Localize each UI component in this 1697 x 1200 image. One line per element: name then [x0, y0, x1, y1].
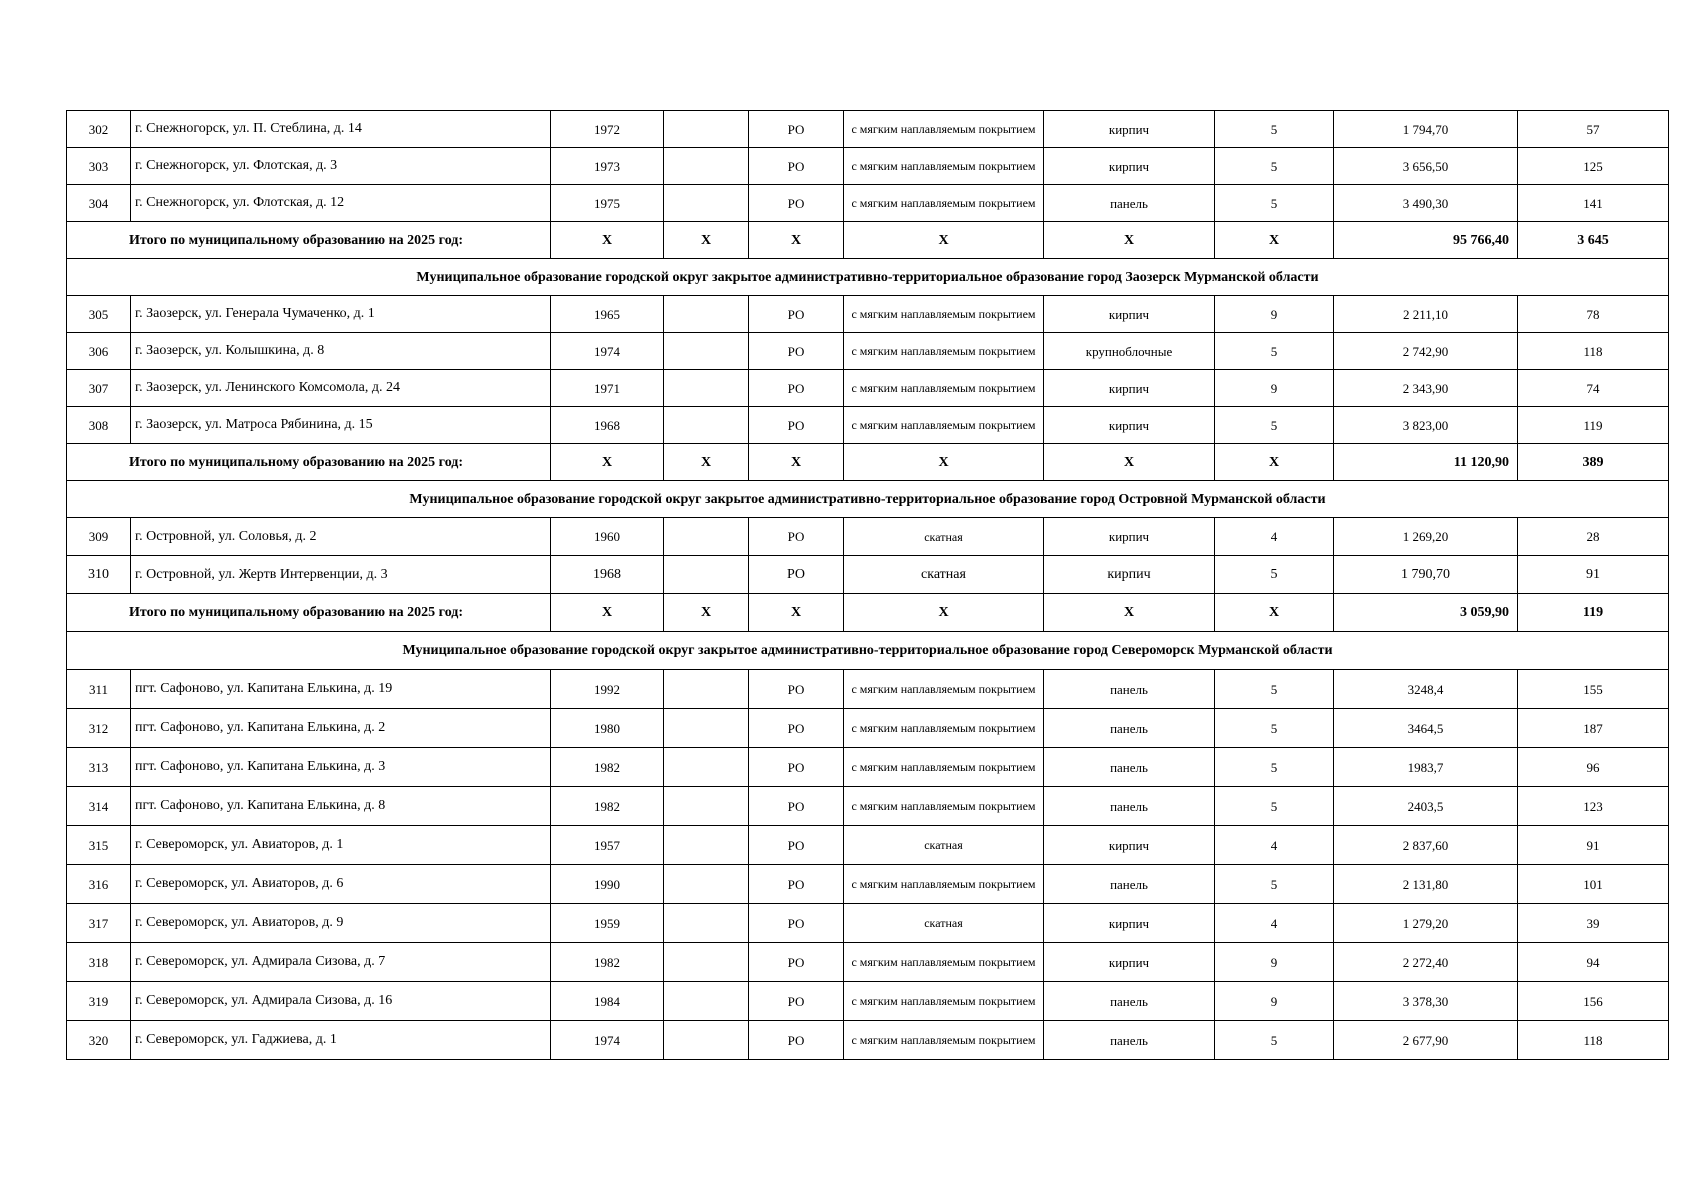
row-material: панель — [1044, 982, 1215, 1021]
row-address: г. Североморск, ул. Авиаторов, д. 1 — [131, 826, 551, 865]
row-address: г. Заозерск, ул. Колышкина, д. 8 — [131, 333, 551, 370]
row-floors: 5 — [1215, 148, 1334, 185]
table-row — [67, 148, 1669, 185]
row-year: 1974 — [551, 333, 664, 370]
row-residents: 91 — [1518, 556, 1669, 594]
table-row — [67, 556, 1669, 594]
row-number: 316 — [67, 865, 131, 904]
total-area: 95 766,40 — [1334, 222, 1518, 259]
row-material: панель — [1044, 185, 1215, 222]
total-mark: Х — [844, 222, 1044, 259]
row-residents: 123 — [1518, 787, 1669, 826]
row-year: 1990 — [551, 865, 664, 904]
row-number: 305 — [67, 296, 131, 333]
row-address: пгт. Сафоново, ул. Капитана Елькина, д. 3 — [131, 748, 551, 787]
table-row — [67, 865, 1669, 904]
row-roof: с мягким наплавляемым покрытием — [844, 1021, 1044, 1060]
total-area: 3 059,90 — [1334, 594, 1518, 632]
row-number: 315 — [67, 826, 131, 865]
row-roof: с мягким наплавляемым покрытием — [844, 148, 1044, 185]
total-row — [67, 594, 1669, 632]
row-floors: 9 — [1215, 370, 1334, 407]
row-material: панель — [1044, 865, 1215, 904]
row-address: пгт. Сафоново, ул. Капитана Елькина, д. 2 — [131, 709, 551, 748]
row-number: 317 — [67, 904, 131, 943]
row-material: кирпич — [1044, 904, 1215, 943]
row-residents: 39 — [1518, 904, 1669, 943]
row-year: 1971 — [551, 370, 664, 407]
row-fund: РО — [749, 904, 844, 943]
row-year: 1972 — [551, 111, 664, 148]
row-residents: 187 — [1518, 709, 1669, 748]
row-empty-cell — [664, 787, 749, 826]
row-address: г. Заозерск, ул. Ленинского Комсомола, д. 24 — [131, 370, 551, 407]
section-header-row — [67, 632, 1669, 670]
row-empty-cell — [664, 518, 749, 556]
row-year: 1973 — [551, 148, 664, 185]
row-number: 313 — [67, 748, 131, 787]
row-fund: РО — [749, 296, 844, 333]
row-empty-cell — [664, 148, 749, 185]
total-mark: Х — [664, 444, 749, 481]
row-roof: с мягким наплавляемым покрытием — [844, 787, 1044, 826]
row-number: 319 — [67, 982, 131, 1021]
row-floors: 5 — [1215, 670, 1334, 709]
row-year: 1992 — [551, 670, 664, 709]
row-floors: 5 — [1215, 865, 1334, 904]
row-fund: РО — [749, 148, 844, 185]
row-address: пгт. Сафоново, ул. Капитана Елькина, д. 19 — [131, 670, 551, 709]
table-row — [67, 1021, 1669, 1060]
row-empty-cell — [664, 982, 749, 1021]
row-floors: 4 — [1215, 518, 1334, 556]
row-residents: 118 — [1518, 1021, 1669, 1060]
row-residents: 96 — [1518, 748, 1669, 787]
total-area: 11 120,90 — [1334, 444, 1518, 481]
total-mark: Х — [749, 594, 844, 632]
row-year: 1957 — [551, 826, 664, 865]
row-area: 2 211,10 — [1334, 296, 1518, 333]
row-fund: РО — [749, 865, 844, 904]
housing-table — [66, 110, 1669, 1060]
row-roof: с мягким наплавляемым покрытием — [844, 370, 1044, 407]
row-area: 1 269,20 — [1334, 518, 1518, 556]
row-material: кирпич — [1044, 407, 1215, 444]
table-row — [67, 518, 1669, 556]
table-row — [67, 670, 1669, 709]
row-fund: РО — [749, 670, 844, 709]
row-area: 1 790,70 — [1334, 556, 1518, 594]
row-material: кирпич — [1044, 826, 1215, 865]
total-row — [67, 444, 1669, 481]
row-floors: 5 — [1215, 1021, 1334, 1060]
row-area: 2403,5 — [1334, 787, 1518, 826]
table-row — [67, 333, 1669, 370]
total-mark: Х — [844, 444, 1044, 481]
row-year: 1965 — [551, 296, 664, 333]
row-empty-cell — [664, 904, 749, 943]
total-mark: Х — [1215, 222, 1334, 259]
total-mark: Х — [749, 444, 844, 481]
row-residents: 155 — [1518, 670, 1669, 709]
row-address: г. Североморск, ул. Адмирала Сизова, д. 16 — [131, 982, 551, 1021]
table-row — [67, 748, 1669, 787]
row-year: 1982 — [551, 787, 664, 826]
row-fund: РО — [749, 1021, 844, 1060]
total-mark: Х — [1215, 594, 1334, 632]
table-row — [67, 904, 1669, 943]
total-mark: Х — [664, 594, 749, 632]
row-number: 318 — [67, 943, 131, 982]
row-empty-cell — [664, 111, 749, 148]
row-fund: РО — [749, 518, 844, 556]
row-address: г. Североморск, ул. Авиаторов, д. 9 — [131, 904, 551, 943]
row-floors: 5 — [1215, 787, 1334, 826]
row-roof: с мягким наплавляемым покрытием — [844, 111, 1044, 148]
row-roof: с мягким наплавляемым покрытием — [844, 333, 1044, 370]
total-mark: Х — [664, 222, 749, 259]
row-area: 2 677,90 — [1334, 1021, 1518, 1060]
row-fund: РО — [749, 556, 844, 594]
section-header: Муниципальное образование городской округ закрытое административно-территориальное образование город Североморск Мурманской области — [67, 632, 1669, 670]
section-header-row — [67, 481, 1669, 518]
total-mark: Х — [1215, 444, 1334, 481]
row-empty-cell — [664, 709, 749, 748]
row-roof: с мягким наплавляемым покрытием — [844, 748, 1044, 787]
row-area: 2 742,90 — [1334, 333, 1518, 370]
row-number: 320 — [67, 1021, 131, 1060]
row-number: 312 — [67, 709, 131, 748]
row-floors: 5 — [1215, 556, 1334, 594]
row-material: кирпич — [1044, 370, 1215, 407]
row-address: г. Снежногорск, ул. Флотская, д. 3 — [131, 148, 551, 185]
row-number: 306 — [67, 333, 131, 370]
row-year: 1959 — [551, 904, 664, 943]
total-residents: 3 645 — [1518, 222, 1669, 259]
document-sheet — [66, 110, 1668, 1060]
row-residents: 91 — [1518, 826, 1669, 865]
row-residents: 118 — [1518, 333, 1669, 370]
row-material: кирпич — [1044, 148, 1215, 185]
row-roof: скатная — [844, 826, 1044, 865]
row-fund: РО — [749, 748, 844, 787]
row-address: г. Североморск, ул. Гаджиева, д. 1 — [131, 1021, 551, 1060]
total-mark: Х — [1044, 594, 1215, 632]
row-address: г. Заозерск, ул. Матроса Рябинина, д. 15 — [131, 407, 551, 444]
row-floors: 5 — [1215, 185, 1334, 222]
section-header: Муниципальное образование городской округ закрытое административно-территориальное образование город Заозерск Мурманской области — [67, 259, 1669, 296]
row-empty-cell — [664, 826, 749, 865]
row-area: 2 131,80 — [1334, 865, 1518, 904]
row-material: кирпич — [1044, 296, 1215, 333]
row-empty-cell — [664, 748, 749, 787]
row-roof: с мягким наплавляемым покрытием — [844, 943, 1044, 982]
row-material: панель — [1044, 748, 1215, 787]
row-empty-cell — [664, 865, 749, 904]
table-row — [67, 296, 1669, 333]
table-row — [67, 370, 1669, 407]
row-material: панель — [1044, 787, 1215, 826]
row-fund: РО — [749, 943, 844, 982]
row-residents: 156 — [1518, 982, 1669, 1021]
row-address: г. Островной, ул. Соловья, д. 2 — [131, 518, 551, 556]
row-address: г. Заозерск, ул. Генерала Чумаченко, д. 1 — [131, 296, 551, 333]
row-fund: РО — [749, 407, 844, 444]
row-number: 303 — [67, 148, 131, 185]
row-year: 1974 — [551, 1021, 664, 1060]
total-label: Итого по муниципальному образованию на 2025 год: — [67, 222, 551, 259]
row-area: 3248,4 — [1334, 670, 1518, 709]
row-address: пгт. Сафоново, ул. Капитана Елькина, д. 8 — [131, 787, 551, 826]
row-fund: РО — [749, 111, 844, 148]
row-empty-cell — [664, 943, 749, 982]
section-header: Муниципальное образование городской округ закрытое административно-территориальное образование город Островной Мурманской области — [67, 481, 1669, 518]
row-empty-cell — [664, 407, 749, 444]
row-material: кирпич — [1044, 556, 1215, 594]
table-row — [67, 185, 1669, 222]
row-empty-cell — [664, 296, 749, 333]
row-residents: 94 — [1518, 943, 1669, 982]
row-residents: 141 — [1518, 185, 1669, 222]
row-floors: 9 — [1215, 296, 1334, 333]
row-empty-cell — [664, 670, 749, 709]
row-roof: с мягким наплавляемым покрытием — [844, 185, 1044, 222]
table-row — [67, 407, 1669, 444]
row-material: кирпич — [1044, 518, 1215, 556]
row-fund: РО — [749, 826, 844, 865]
row-year: 1982 — [551, 748, 664, 787]
row-area: 3 490,30 — [1334, 185, 1518, 222]
row-residents: 28 — [1518, 518, 1669, 556]
row-roof: с мягким наплавляемым покрытием — [844, 296, 1044, 333]
row-roof: с мягким наплавляемым покрытием — [844, 865, 1044, 904]
total-mark: Х — [551, 444, 664, 481]
row-floors: 5 — [1215, 748, 1334, 787]
row-empty-cell — [664, 556, 749, 594]
total-mark: Х — [1044, 444, 1215, 481]
row-area: 2 837,60 — [1334, 826, 1518, 865]
row-roof: скатная — [844, 556, 1044, 594]
total-mark: Х — [749, 222, 844, 259]
row-number: 308 — [67, 407, 131, 444]
row-floors: 4 — [1215, 904, 1334, 943]
total-mark: Х — [551, 222, 664, 259]
row-area: 3 378,30 — [1334, 982, 1518, 1021]
row-floors: 5 — [1215, 111, 1334, 148]
row-floors: 4 — [1215, 826, 1334, 865]
row-number: 307 — [67, 370, 131, 407]
table-row — [67, 787, 1669, 826]
row-empty-cell — [664, 1021, 749, 1060]
row-number: 311 — [67, 670, 131, 709]
row-year: 1975 — [551, 185, 664, 222]
row-area: 2 343,90 — [1334, 370, 1518, 407]
row-roof: с мягким наплавляемым покрытием — [844, 709, 1044, 748]
row-area: 3 656,50 — [1334, 148, 1518, 185]
row-residents: 101 — [1518, 865, 1669, 904]
table-row — [67, 826, 1669, 865]
row-roof: с мягким наплавляемым покрытием — [844, 670, 1044, 709]
total-label: Итого по муниципальному образованию на 2025 год: — [67, 444, 551, 481]
row-floors: 5 — [1215, 709, 1334, 748]
row-area: 2 272,40 — [1334, 943, 1518, 982]
row-year: 1968 — [551, 556, 664, 594]
row-address: г. Североморск, ул. Адмирала Сизова, д. 7 — [131, 943, 551, 982]
row-year: 1984 — [551, 982, 664, 1021]
row-fund: РО — [749, 787, 844, 826]
row-area: 1983,7 — [1334, 748, 1518, 787]
table-row — [67, 709, 1669, 748]
row-number: 304 — [67, 185, 131, 222]
row-roof: скатная — [844, 904, 1044, 943]
row-empty-cell — [664, 370, 749, 407]
row-roof: с мягким наплавляемым покрытием — [844, 982, 1044, 1021]
row-year: 1980 — [551, 709, 664, 748]
table-row — [67, 111, 1669, 148]
row-fund: РО — [749, 709, 844, 748]
row-year: 1960 — [551, 518, 664, 556]
row-floors: 5 — [1215, 333, 1334, 370]
row-residents: 125 — [1518, 148, 1669, 185]
row-year: 1968 — [551, 407, 664, 444]
row-fund: РО — [749, 370, 844, 407]
row-material: крупноблочные — [1044, 333, 1215, 370]
total-mark: Х — [844, 594, 1044, 632]
total-mark: Х — [1044, 222, 1215, 259]
row-floors: 5 — [1215, 407, 1334, 444]
row-material: панель — [1044, 709, 1215, 748]
row-fund: РО — [749, 982, 844, 1021]
row-number: 314 — [67, 787, 131, 826]
row-fund: РО — [749, 333, 844, 370]
total-residents: 119 — [1518, 594, 1669, 632]
row-address: г. Снежногорск, ул. П. Стеблина, д. 14 — [131, 111, 551, 148]
row-floors: 9 — [1215, 943, 1334, 982]
row-address: г. Североморск, ул. Авиаторов, д. 6 — [131, 865, 551, 904]
row-number: 309 — [67, 518, 131, 556]
table-row — [67, 943, 1669, 982]
row-floors: 9 — [1215, 982, 1334, 1021]
row-year: 1982 — [551, 943, 664, 982]
row-number: 302 — [67, 111, 131, 148]
row-empty-cell — [664, 333, 749, 370]
row-area: 1 794,70 — [1334, 111, 1518, 148]
row-fund: РО — [749, 185, 844, 222]
row-residents: 78 — [1518, 296, 1669, 333]
total-residents: 389 — [1518, 444, 1669, 481]
total-label: Итого по муниципальному образованию на 2025 год: — [67, 594, 551, 632]
total-mark: Х — [551, 594, 664, 632]
row-roof: скатная — [844, 518, 1044, 556]
row-area: 1 279,20 — [1334, 904, 1518, 943]
row-material: панель — [1044, 670, 1215, 709]
row-empty-cell — [664, 185, 749, 222]
row-area: 3464,5 — [1334, 709, 1518, 748]
section-header-row — [67, 259, 1669, 296]
row-material: кирпич — [1044, 943, 1215, 982]
row-address: г. Снежногорск, ул. Флотская, д. 12 — [131, 185, 551, 222]
row-residents: 57 — [1518, 111, 1669, 148]
table-row — [67, 982, 1669, 1021]
row-residents: 119 — [1518, 407, 1669, 444]
row-address: г. Островной, ул. Жертв Интервенции, д. 3 — [131, 556, 551, 594]
row-roof: с мягким наплавляемым покрытием — [844, 407, 1044, 444]
row-material: кирпич — [1044, 111, 1215, 148]
total-row — [67, 222, 1669, 259]
row-residents: 74 — [1518, 370, 1669, 407]
row-number: 310 — [67, 556, 131, 594]
row-material: панель — [1044, 1021, 1215, 1060]
row-area: 3 823,00 — [1334, 407, 1518, 444]
